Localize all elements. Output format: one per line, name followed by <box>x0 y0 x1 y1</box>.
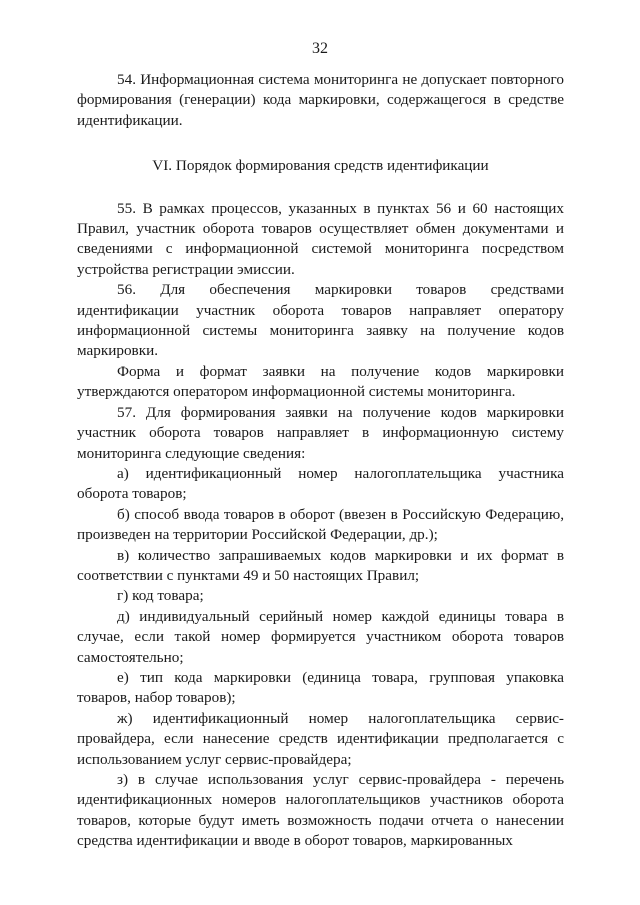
list-item-b: б) способ ввода товаров в оборот (ввезен в Российскую Федерацию, произведен на территории Российской Федерации, др.); <box>77 505 564 544</box>
list-item-g: г) код товара; <box>117 587 204 605</box>
list-item-zh: ж) идентификационный номер налогоплательщика сервис-провайдера, если нанесение средств идентификации предполагается с использованием услуг сервис-провайдера; <box>77 709 564 768</box>
list-item-z: з) в случае использования услуг сервис-провайдера - перечень идентификационных номеров налогоплательщиков участников оборота товаров, которые будут иметь возможность подачи отчета о нанесении средства идентификации и вводе в оборот товаров, маркированных <box>77 771 564 850</box>
list-item-v: в) количество запрашиваемых кодов маркировки и их формат в соответствии с пунктами 49 и 50 настоящих Правил; <box>77 546 564 584</box>
paragraph-56-form: Форма и формат заявки на получение кодов маркировки утверждаются оператором информационной системы мониторинга. <box>77 362 564 401</box>
list-item-a: а) идентификационный номер налогоплательщика участника оборота товаров; <box>77 464 564 503</box>
list-item-d: д) индивидуальный серийный номер каждой единицы товара в случае, если такой номер формируется участником оборота товаров самостоятельно; <box>77 607 564 666</box>
list-item-e: е) тип кода маркировки (единица товара, групповая упаковка товаров, набор товаров); <box>77 668 564 707</box>
document-body <box>77 70 564 852</box>
section-heading: VI. Порядок формирования средств идентификации <box>152 157 489 175</box>
paragraph-54: 54. Информационная система мониторинга не допускает повторного формирования (генерации) кода маркировки, содержащегося в средстве идентификации. <box>77 71 564 129</box>
paragraph-56: 56. Для обеспечения маркировки товаров средствами идентификации участник оборота товаров направляет оператору информационной системы мониторинга заявку на получение кодов маркировки. <box>77 281 564 360</box>
paragraph-55: 55. В рамках процессов, указанных в пунктах 56 и 60 настоящих Правил, участник оборота товаров осуществляет обмен документами и сведениями с информационной системой мониторинга посредством устройства регистрации эмиссии. <box>77 199 564 278</box>
paragraph-57: 57. Для формирования заявки на получение кодов маркировки участник оборота товаров направляет в информационную систему мониторинга следующие сведения: <box>77 403 564 462</box>
page-number: 32 <box>312 40 328 57</box>
